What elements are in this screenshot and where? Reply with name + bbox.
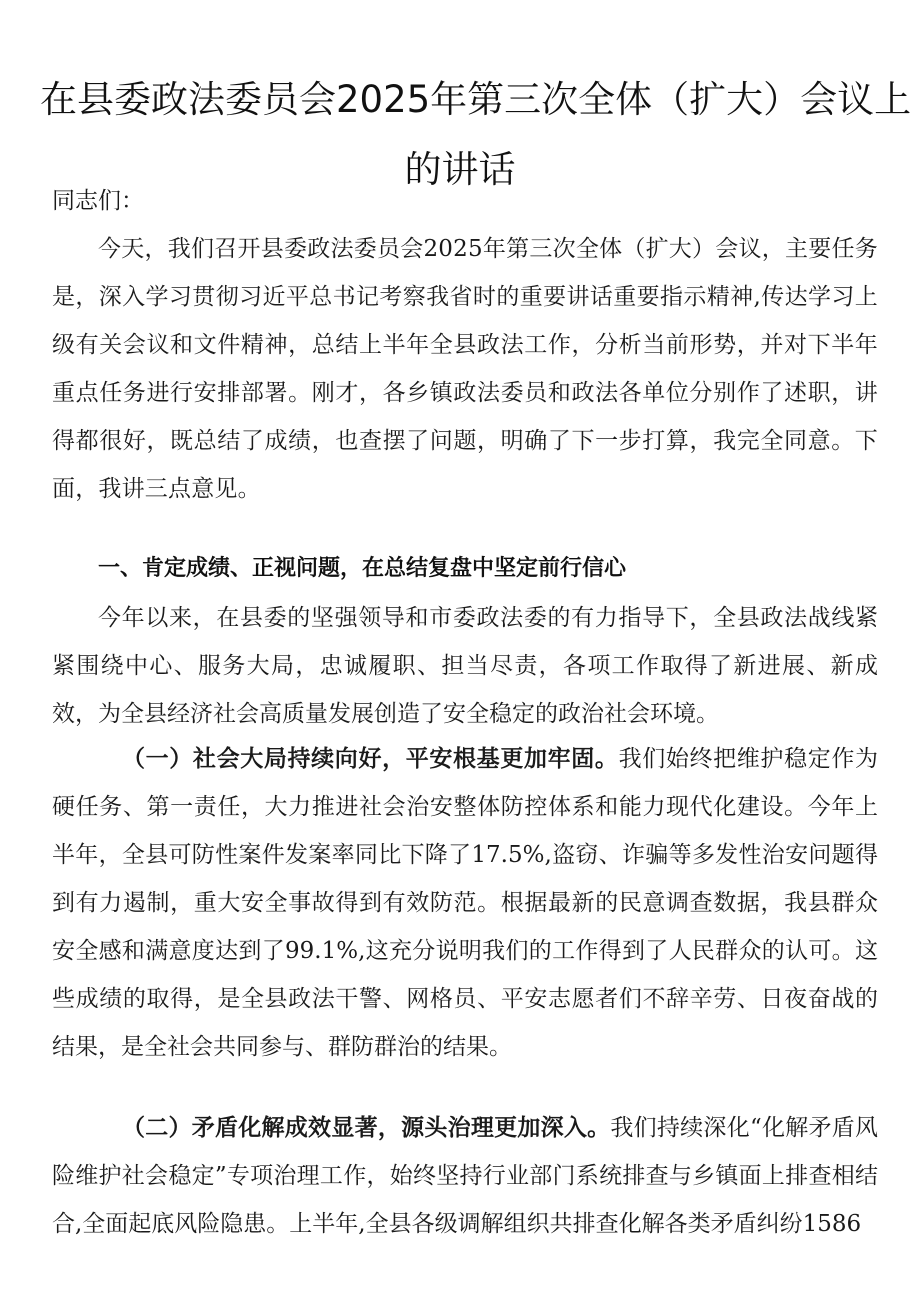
document-title-line1: 在县委政法委员会2025年第三次全体（扩大）会议上 [40, 78, 912, 121]
subsection1-lead: （一）社会大局持续向好，平安根基更加牢固。 [122, 746, 619, 772]
greeting: 同志们： [52, 188, 144, 214]
section1-paragraph: 今年以来，在县委的坚强领导和市委政法委的有力指导下，全县政法战线紧紧围绕中心、服务大局，忠诚履职、担当尽责，各项工作取得了新进展、新成效，为全县经济社会高质量发展创造了安全稳定的政治社会环境。 [52, 605, 878, 727]
section1-heading: 一、肯定成绩、正视问题，在总结复盘中坚定前行信心 [98, 556, 627, 581]
document-title-line2: 的讲话 [404, 148, 516, 191]
subsection1-paragraph [52, 735, 878, 1071]
intro-paragraph: 今天，我们召开县委政法委员会2025年第三次全体（扩大）会议，主要任务是，深入学习贯彻习近平总书记考察我省时的重要讲话重要指示精神,传达学习上级有关会议和文件精神，总结上半年全县政法工作，分析当前形势，并对下半年重点任务进行安排部署。刚才，各乡镇政法委员和政法各单位分别作了述职，讲得都很好，既总结了成绩，也查摆了问题，明确了下一步打算，我完全同意。下面，我讲三点意见。 [52, 236, 878, 502]
subsection2-paragraph [52, 1104, 878, 1248]
subsection2-text: 我们持续深化“化解矛盾风险维护社会稳定”专项治理工作，始终坚持行业部门系统排查与乡镇面上排查相结合,全面起底风险隐患。上半年,全县各级调解组织共排查化解各类矛盾纠纷1586 [52, 1115, 878, 1237]
subsection2-lead: （二）矛盾化解成效显著，源头治理更加深入。 [122, 1115, 611, 1141]
subsection1-text: 我们始终把维护稳定作为硬任务、第一责任，大力推进社会治安整体防控体系和能力现代化建设。今年上半年，全县可防性案件发案率同比下降了17.5%,盗窃、诈骗等多发性治安问题得到有力遏制，重大安全事故得到有效防范。根据最新的民意调查数据，我县群众安全感和满意度达到了99.1%,这充分说明我们的工作得到了人民群众的认可。这些成绩的取得，是全县政法干警、网格员、平安志愿者们不辞辛劳、日夜奋战的结果，是全社会共同参与、群防群治的结果。 [52, 746, 879, 1060]
